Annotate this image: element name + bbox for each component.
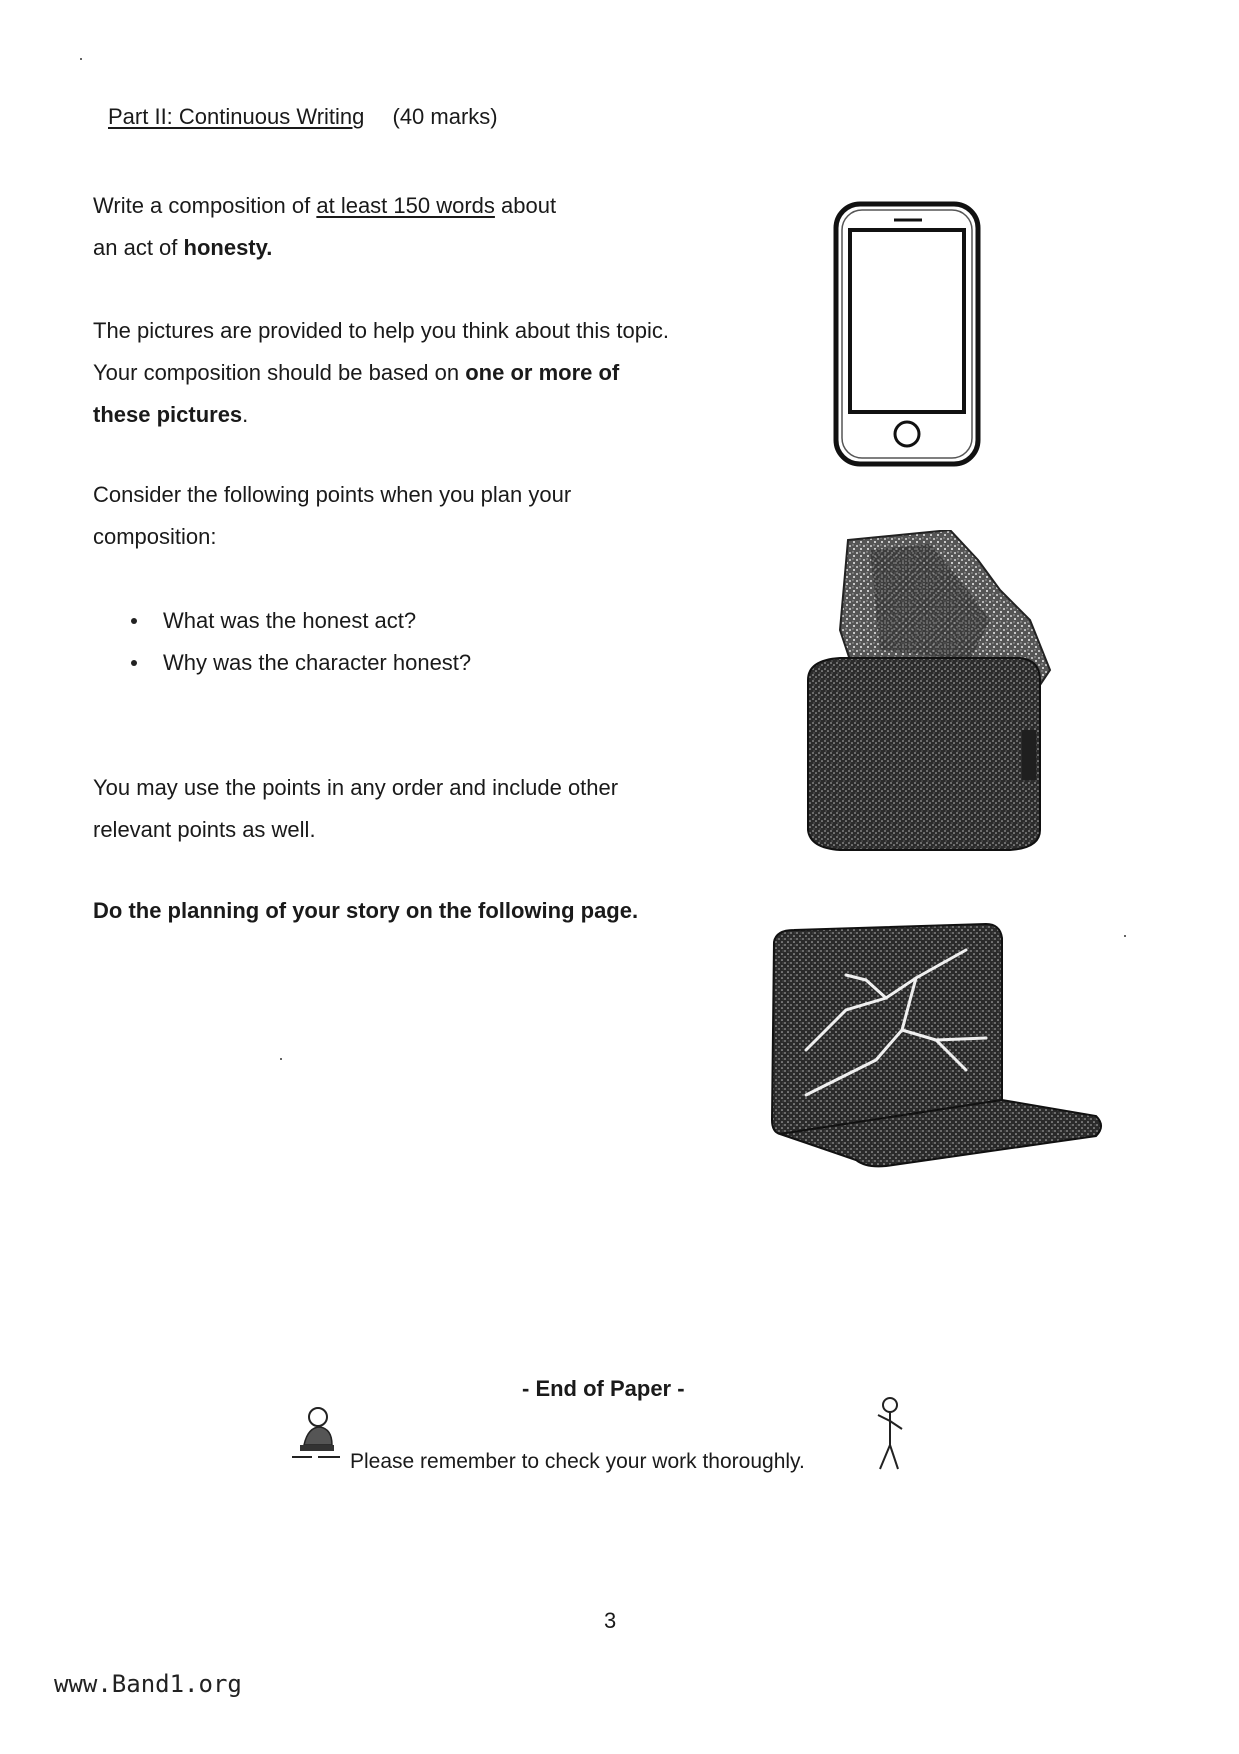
end-of-paper: - End of Paper - — [522, 1376, 685, 1401]
intro-text-after: about — [494, 193, 557, 218]
pictures-emphasis: one or more of — [465, 360, 620, 385]
intro-text: Write a composition of — [93, 193, 317, 218]
part-marks: (40 marks) — [392, 104, 498, 129]
scan-dot — [80, 58, 82, 60]
consider-line1: Consider the following points when you plan your — [93, 482, 572, 507]
list-item — [93, 600, 471, 642]
order-line1: You may use the points in any order and include other — [93, 775, 619, 800]
word-count-requirement: at least 150 words — [316, 193, 495, 218]
money-in-pot-icon — [800, 530, 1060, 852]
list-item — [93, 642, 471, 684]
composition-topic: honesty. — [183, 235, 273, 260]
student-reading-icon — [290, 1405, 342, 1463]
part-title — [108, 104, 498, 130]
stick-figure-icon — [872, 1395, 906, 1477]
pictures-line2: Your composition should be based on — [93, 360, 466, 385]
page-number: 3 — [604, 1608, 617, 1633]
consider-paragraph — [93, 474, 733, 558]
point-text: What was the honest act? — [163, 608, 417, 633]
pictures-paragraph — [93, 310, 733, 436]
smartphone-icon — [832, 200, 982, 468]
planning-instruction: Do the planning of your story on the following page. — [93, 898, 639, 923]
scan-dot — [1124, 935, 1126, 937]
part-title-text: Part II: Continuous Writing — [108, 104, 365, 129]
order-paragraph — [93, 767, 733, 851]
order-line2: relevant points as well. — [93, 817, 316, 842]
consider-line2: composition: — [93, 524, 217, 549]
pictures-emphasis-2: these pictures — [93, 402, 243, 427]
intro-text-line2: an act of — [93, 235, 184, 260]
cracked-laptop-icon — [766, 920, 1108, 1170]
intro-paragraph — [93, 185, 733, 269]
pictures-period: . — [242, 402, 249, 427]
pictures-line1: The pictures are provided to help you think about this topic. — [93, 318, 670, 343]
point-text: Why was the character honest? — [163, 650, 472, 675]
bullet-icon — [131, 618, 137, 624]
watermark: www.Band1.org — [54, 1670, 242, 1698]
reminder-text: Please remember to check your work thoroughly. — [350, 1450, 805, 1473]
points-list — [93, 600, 471, 684]
scan-dot — [280, 1058, 282, 1060]
bullet-icon — [131, 660, 137, 666]
